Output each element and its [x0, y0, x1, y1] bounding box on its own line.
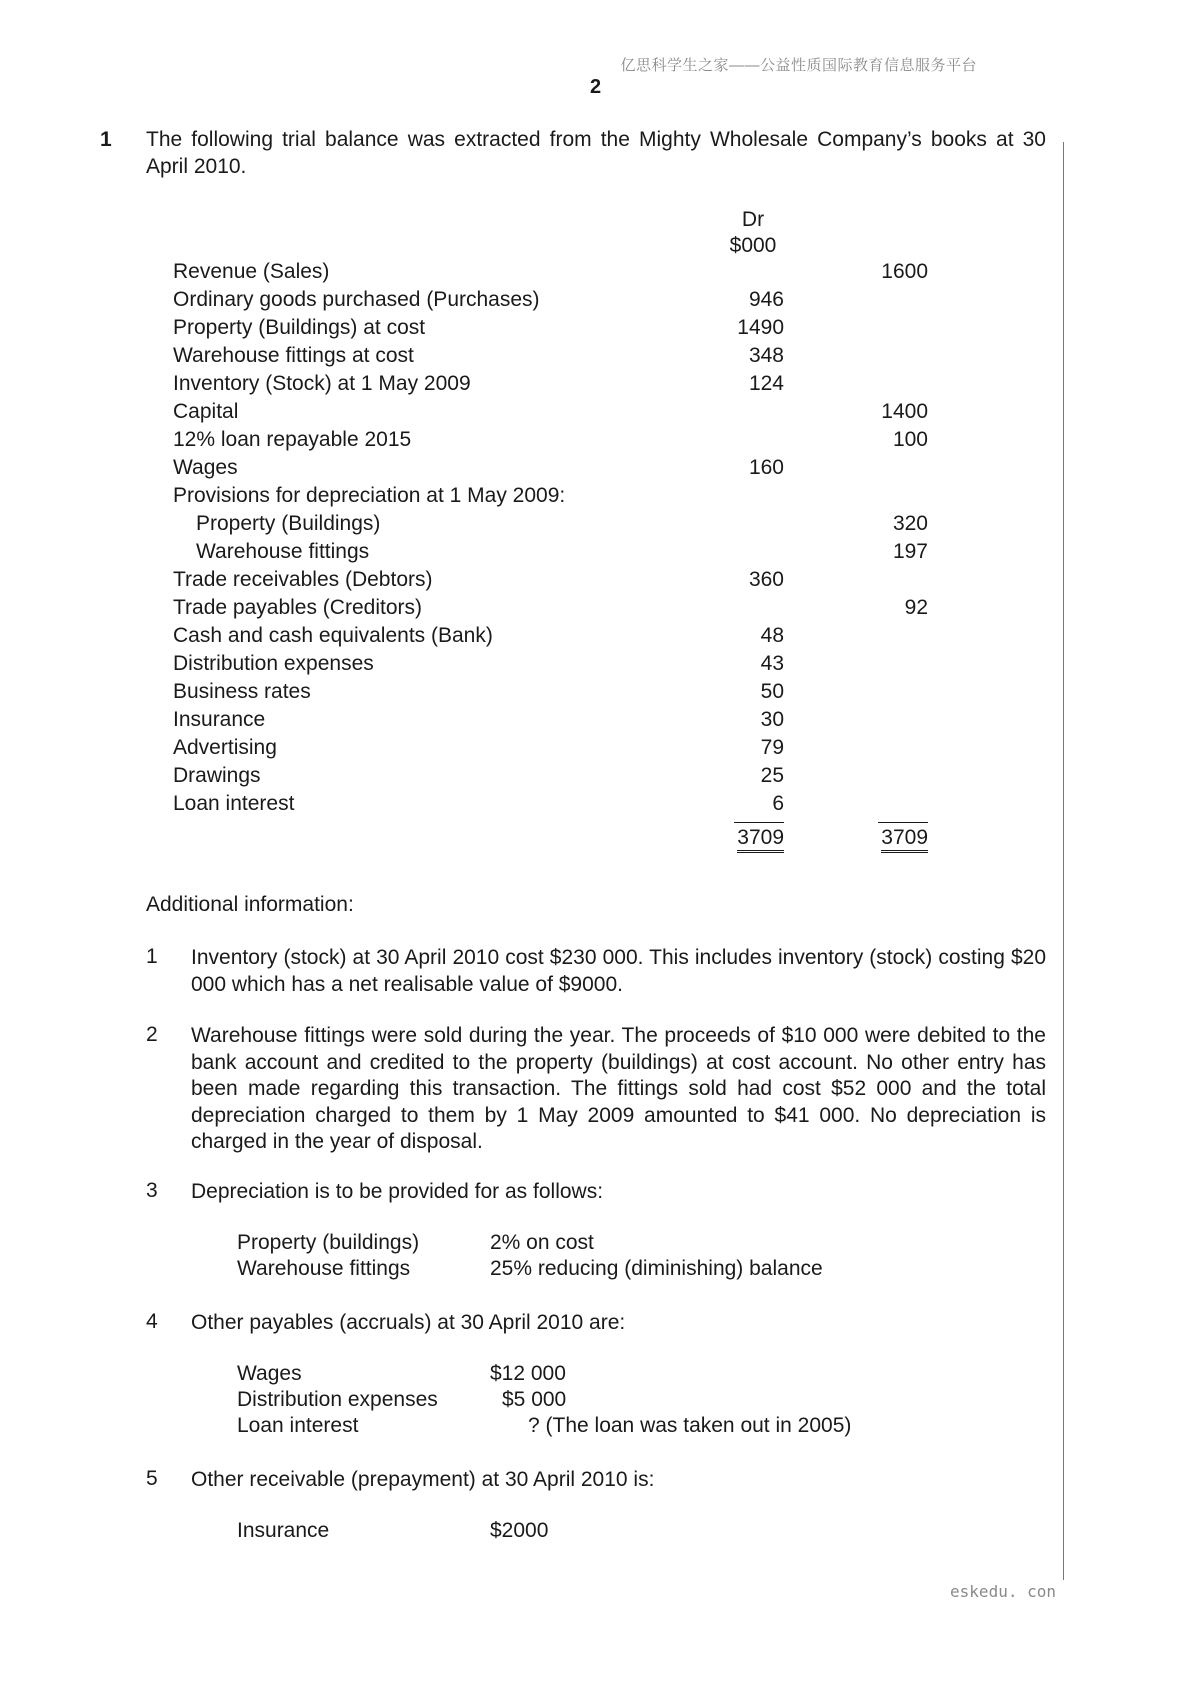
question-number: 1 — [100, 128, 112, 151]
dr-value: 160 — [748, 456, 784, 479]
dr-value: 50 — [760, 680, 784, 703]
question-intro: The following trial balance was extracted from the Mighty Wholesale Company’s books at 30 April 2010. — [146, 128, 1046, 178]
table-row — [0, 484, 1191, 512]
depreciation-label: Property (buildings) — [237, 1231, 420, 1254]
table-row — [0, 792, 1191, 820]
row-label: Insurance — [173, 708, 266, 731]
row-label: Distribution expenses — [173, 652, 374, 675]
unit-column-heading: $000 — [729, 234, 777, 257]
item-text: Warehouse fittings were sold during the year. The proceeds of $10 000 were debited to the bank account and credited to the property (buildings) at cost account. No other entry has been made regarding this transaction. The fittings sold had cost $52 000 and the total depreciation charged to them by 1 May 2009 amounted to $41 000. No depreciation is charged in the year of disposal. — [191, 1024, 1046, 1153]
dr-subtotal-rule — [734, 822, 784, 823]
item-number: 4 — [146, 1310, 158, 1333]
dr-value: 25 — [760, 764, 784, 787]
row-label: Capital — [173, 400, 239, 423]
table-row — [0, 260, 1191, 288]
depreciation-rate: 2% on cost — [490, 1231, 594, 1254]
table-row — [0, 400, 1191, 428]
dr-value: 360 — [748, 568, 784, 591]
item-text: Inventory (stock) at 30 April 2010 cost $230 000. This includes inventory (stock) costing $20 000 which has a net realisable value of $9000. — [191, 946, 1046, 996]
dr-total: 3709 — [737, 826, 784, 853]
row-label: Revenue (Sales) — [173, 260, 330, 283]
cr-value: 320 — [892, 512, 928, 535]
table-row — [0, 540, 1191, 568]
row-label: Ordinary goods purchased (Purchases) — [173, 288, 540, 311]
table-row — [0, 372, 1191, 400]
payable-amount: $5 000 — [502, 1388, 567, 1411]
payable-label: Distribution expenses — [237, 1388, 438, 1411]
cr-value: 1600 — [881, 260, 928, 283]
row-label: Property (Buildings) — [196, 512, 381, 535]
additional-info-title: Additional information: — [146, 893, 354, 916]
row-label: Drawings — [173, 764, 261, 787]
table-row — [0, 652, 1191, 680]
payable-label: Wages — [237, 1362, 302, 1385]
row-label: Warehouse fittings — [196, 540, 370, 563]
table-row — [0, 456, 1191, 484]
cr-value: 92 — [904, 596, 928, 619]
depreciation-label: Warehouse fittings — [237, 1257, 411, 1280]
table-row — [0, 512, 1191, 540]
table-row — [0, 568, 1191, 596]
depreciation-rate: 25% reducing (diminishing) balance — [490, 1257, 823, 1280]
table-row — [0, 316, 1191, 344]
dr-value: 30 — [760, 708, 784, 731]
dr-value: 79 — [760, 736, 784, 759]
row-label: Loan interest — [173, 792, 295, 815]
item-text: Depreciation is to be provided for as follows: — [191, 1180, 604, 1203]
row-label: Inventory (Stock) at 1 May 2009 — [173, 372, 471, 395]
dr-value: 348 — [748, 344, 784, 367]
page-number: 2 — [589, 76, 602, 98]
dr-value: 43 — [760, 652, 784, 675]
dr-value: 1490 — [737, 316, 784, 339]
cr-value: 1400 — [881, 400, 928, 423]
row-label: Cash and cash equivalents (Bank) — [173, 624, 493, 647]
dr-value: 6 — [772, 792, 784, 815]
dr-column-heading: Dr — [741, 208, 765, 231]
table-row — [0, 428, 1191, 456]
item-number: 1 — [146, 945, 158, 968]
site-header: 亿思科学生之家——公益性质国际教育信息服务平台 — [620, 57, 977, 74]
payable-label: Loan interest — [237, 1414, 359, 1437]
row-label: Trade payables (Creditors) — [173, 596, 422, 619]
row-label: Wages — [173, 456, 238, 479]
row-label: Property (Buildings) at cost — [173, 316, 426, 339]
dr-value: 48 — [760, 624, 784, 647]
item-text: Other payables (accruals) at 30 April 2010 are: — [191, 1311, 626, 1334]
dr-value: 946 — [748, 288, 784, 311]
item-number: 2 — [146, 1023, 158, 1046]
cr-total: 3709 — [881, 826, 928, 853]
totals-row — [0, 826, 1191, 854]
footer-watermark: eskedu. con — [950, 1582, 1056, 1601]
prepayment-amount: $2000 — [490, 1519, 549, 1542]
row-label: Provisions for depreciation at 1 May 2009: — [173, 484, 566, 507]
table-row — [0, 680, 1191, 708]
row-label: Business rates — [173, 680, 311, 703]
dr-value: 124 — [748, 372, 784, 395]
row-label: 12% loan repayable 2015 — [173, 428, 412, 451]
prepayment-label: Insurance — [237, 1519, 330, 1542]
table-row — [0, 736, 1191, 764]
cr-value: 197 — [892, 540, 928, 563]
item-number: 3 — [146, 1179, 158, 1202]
cr-value: 100 — [892, 428, 928, 451]
payable-amount: $12 000 — [490, 1362, 566, 1385]
row-label: Warehouse fittings at cost — [173, 344, 414, 367]
table-row — [0, 708, 1191, 736]
cr-subtotal-rule — [878, 822, 928, 823]
table-row — [0, 624, 1191, 652]
table-row — [0, 288, 1191, 316]
table-row — [0, 344, 1191, 372]
table-row — [0, 596, 1191, 624]
row-label: Trade receivables (Debtors) — [173, 568, 433, 591]
item-text: Other receivable (prepayment) at 30 April 2010 is: — [191, 1468, 655, 1491]
table-row — [0, 764, 1191, 792]
item-number: 5 — [146, 1467, 158, 1490]
payable-amount: ? (The loan was taken out in 2005) — [528, 1414, 852, 1437]
row-label: Advertising — [173, 736, 277, 759]
